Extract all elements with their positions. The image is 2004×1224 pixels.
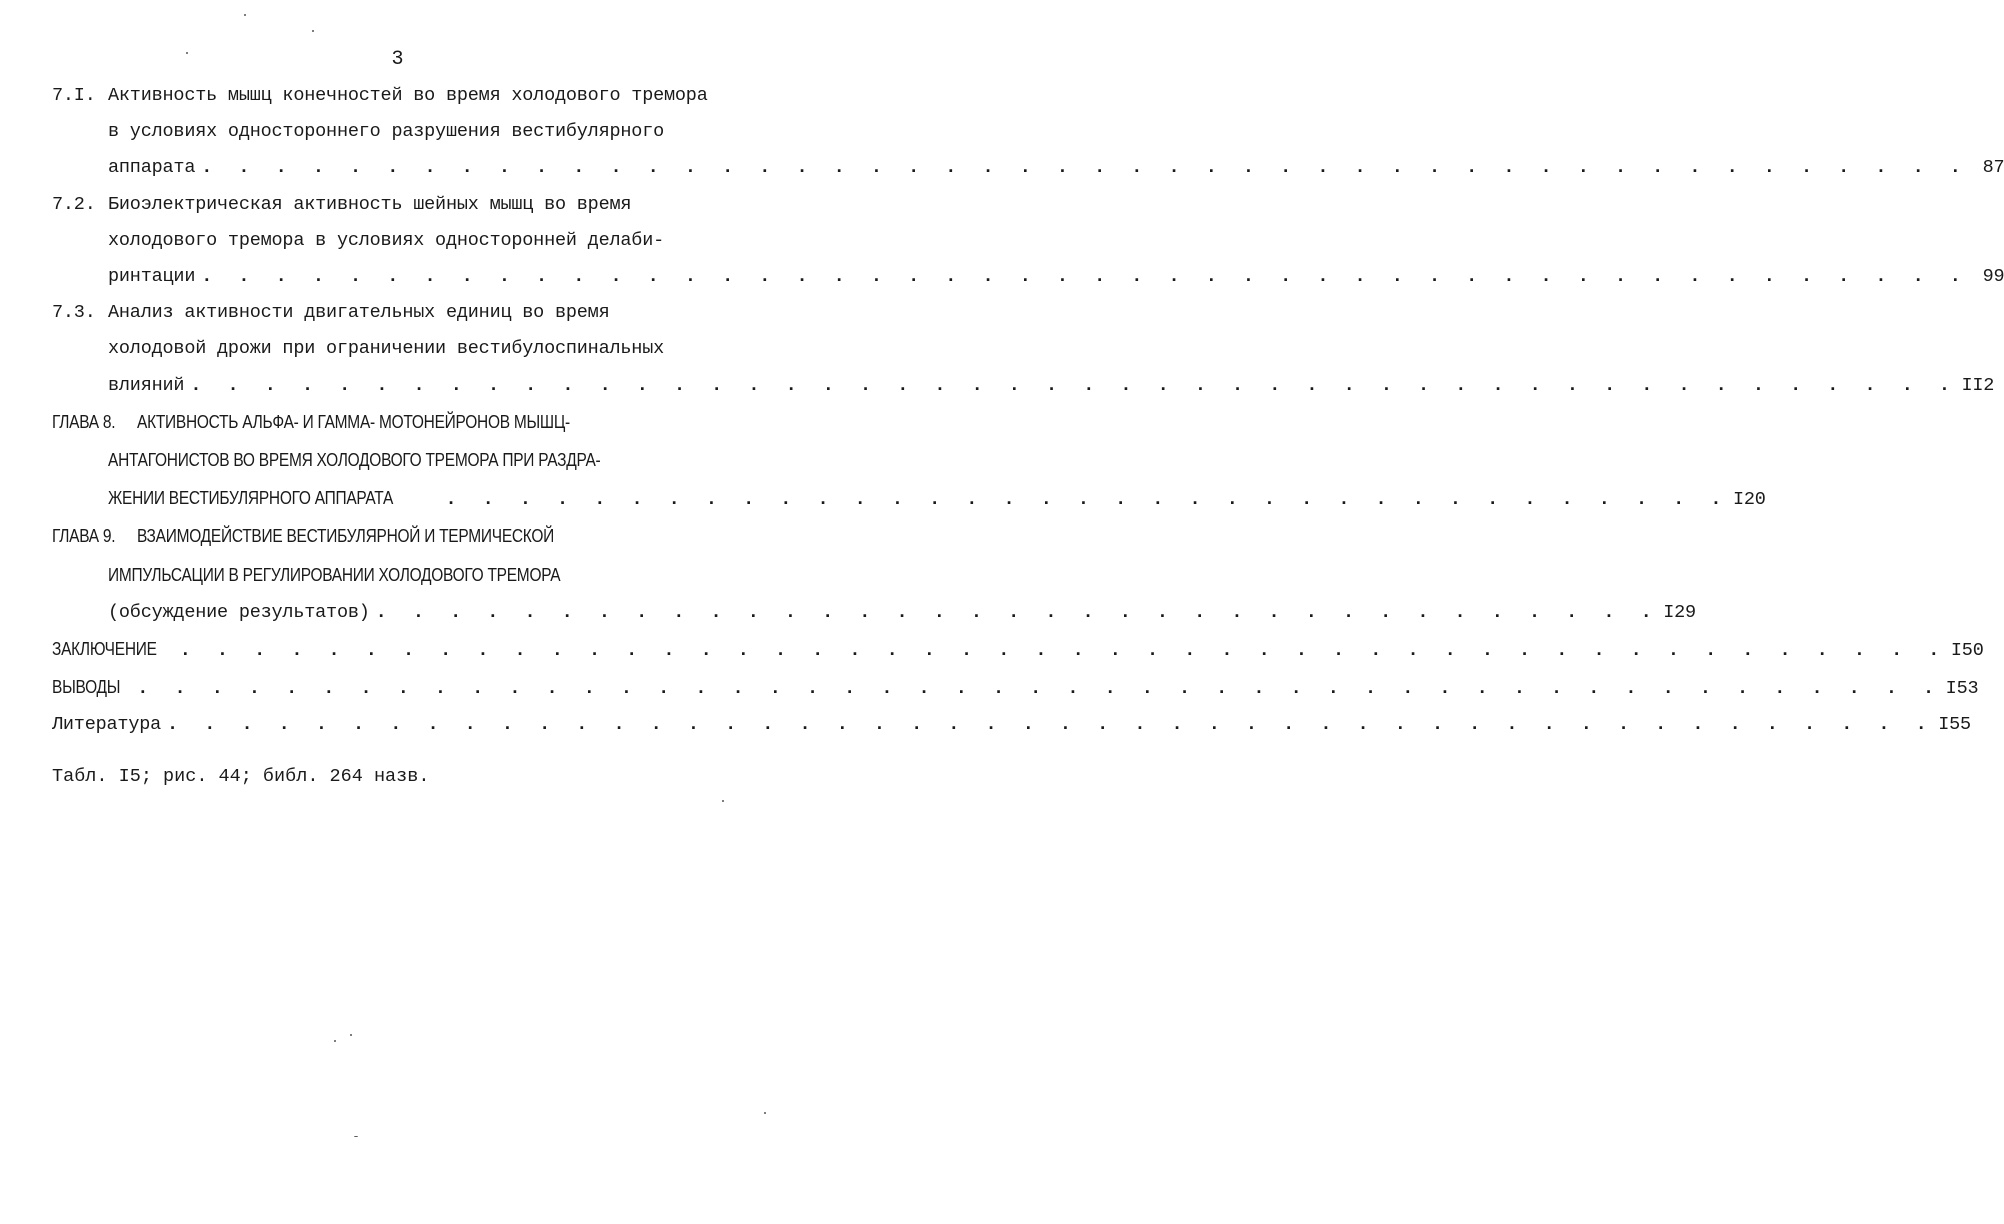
page-number: 3 xyxy=(391,48,404,71)
toc-entry-line: АНТАГОНИСТОВ ВО ВРЕМЯ ХОЛОДОВОГО ТРЕМОРА ПРИ РАЗДРА- xyxy=(108,450,601,471)
toc-entry-7-1 xyxy=(52,78,2004,187)
footer-note: Табл. I5; рис. 44; библ. 264 назв. xyxy=(52,766,430,787)
toc-page-ref: 87 xyxy=(1982,157,2004,179)
dot-leader: . . . . . . . . . . . . . . . . . . . . . . . . . . . . . . . . . . . xyxy=(375,601,1660,623)
toc-entry-line: в условиях одностороннего разрушения вестибулярного xyxy=(108,121,664,143)
dot-leader: . . . . . . . . . . . . . . . . . . . . . . . . . . . . . . . . . . . xyxy=(445,489,1729,511)
toc-entry-line: холодовой дрожи при ограничении вестибулоспинальных xyxy=(108,338,664,360)
toc-chapter-8 xyxy=(52,404,1766,519)
toc-entry-line: ЖЕНИИ ВЕСТИБУЛЯРНОГО АППАРАТА xyxy=(108,488,394,509)
toc-page-ref: I50 xyxy=(1950,640,1984,662)
toc-entry-line: ВЫВОДЫ xyxy=(52,677,121,698)
toc-entry-line: влияний xyxy=(108,374,185,396)
toc-entry-line: аппарата xyxy=(108,157,196,179)
toc-entry-line: ринтации xyxy=(108,266,196,288)
toc-literature xyxy=(52,707,1971,743)
toc-findings xyxy=(52,669,1979,707)
scan-speck xyxy=(350,1034,352,1036)
dot-leader: . . . . . . . . . . . . . . . . . . . . . . . . . . . . . . . . . . . . . . . . . . . . . . . . xyxy=(167,714,1935,736)
toc-entry-line: Литература xyxy=(52,714,162,736)
toc-entry-line: холодового тремора в условиях односторонней делаби- xyxy=(108,229,664,251)
scan-speck xyxy=(312,30,314,32)
toc-chapter-label: ГЛАВА 8. xyxy=(52,411,116,432)
toc-entry-line: Активность мышц конечностей во время холодового тремора xyxy=(108,85,708,106)
dot-leader: . . . . . . . . . . . . . . . . . . . . . . . . . . . . . . . . . . . . . . . . . . . . . . . . xyxy=(179,640,1947,662)
toc-entry-line: ЗАКЛЮЧЕНИЕ xyxy=(52,639,157,660)
dot-leader: . . . . . . . . . . . . . . . . . . . . . . . . . . . . . . . . . . . . . . . . . . . . . . . . xyxy=(201,157,1969,179)
scan-speck xyxy=(334,1040,336,1042)
toc-entry-number: 7.2. xyxy=(52,193,96,215)
toc-chapter-label: ГЛАВА 9. xyxy=(52,526,116,547)
scan-speck xyxy=(186,52,188,54)
toc-entry-line: ИМПУЛЬСАЦИИ В РЕГУЛИРОВАНИИ ХОЛОДОВОГО ТРЕМОРА xyxy=(108,564,561,585)
toc-page-ref: I29 xyxy=(1663,601,1696,623)
toc-entry-line: ВЗАИМОДЕЙСТВИЕ ВЕСТИБУЛЯРНОЙ И ТЕРМИЧЕСКОЙ xyxy=(136,526,554,547)
dot-leader: . . . . . . . . . . . . . . . . . . . . . . . . . . . . . . . . . . . . . . . . . . . . . . . . xyxy=(201,266,1969,288)
toc-entry-line: Биоэлектрическая активность шейных мышц во время xyxy=(108,193,632,215)
scan-speck xyxy=(764,1112,766,1114)
toc-entry-number: 7.3. xyxy=(52,302,96,324)
toc-page-ref: I20 xyxy=(1732,489,1766,511)
dot-leader: . . . . . . . . . . . . . . . . . . . . . . . . . . . . . . . . . . . . . . . . . . . . . . . . . xyxy=(137,678,1942,700)
toc-entry-7-2 xyxy=(52,187,2004,296)
toc-entry-line: Анализ активности двигательных единиц во время xyxy=(108,302,610,324)
toc-page-ref: 99 xyxy=(1982,266,2004,288)
toc-chapter-9 xyxy=(52,518,1696,631)
toc-page-ref: I55 xyxy=(1938,714,1971,736)
toc-page-ref: I53 xyxy=(1945,678,1979,700)
toc-entry-number: 7.I. xyxy=(52,85,96,106)
toc-entry-line: АКТИВНОСТЬ АЛЬФА- И ГАММА- МОТОНЕЙРОНОВ МЫШЦ- xyxy=(136,411,570,432)
scan-speck xyxy=(354,1136,358,1137)
scan-speck xyxy=(722,800,724,802)
toc-entry-line: (обсуждение результатов) xyxy=(108,601,370,623)
dot-leader: . . . . . . . . . . . . . . . . . . . . . . . . . . . . . . . . . . . . . . . . . . . . . . . . xyxy=(190,374,1958,396)
toc-entry-7-3 xyxy=(52,295,1995,404)
toc-page-ref: II2 xyxy=(1961,374,1995,396)
scan-speck xyxy=(244,14,246,16)
toc-conclusion xyxy=(52,631,1984,669)
table-of-contents xyxy=(52,78,2004,744)
